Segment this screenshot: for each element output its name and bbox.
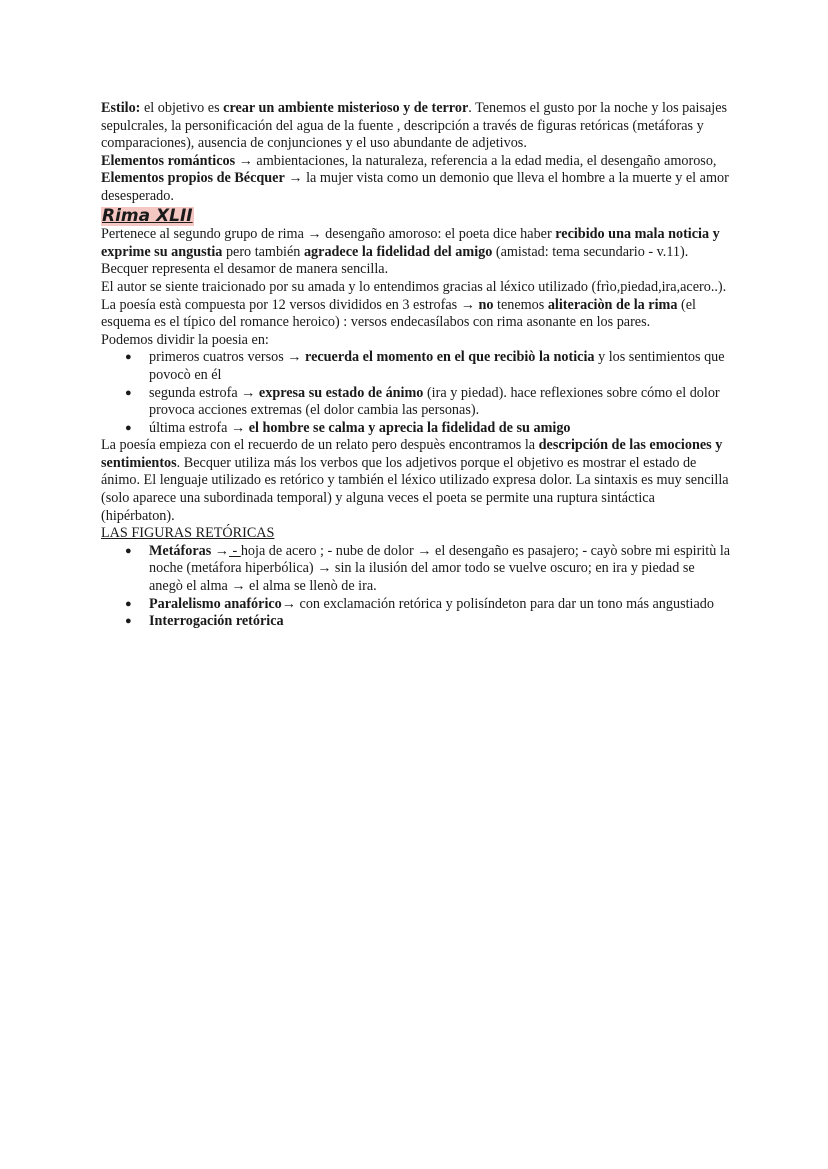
intro-bold-1: recibido una mala noticia y exprime su angustia bbox=[101, 226, 720, 260]
paralelismo-label: Paralelismo anafórico bbox=[149, 595, 282, 612]
list-item bbox=[149, 613, 731, 631]
intro-text-2: pero también bbox=[222, 243, 304, 260]
estilo-text-2: . Tenemos el gusto por la noche y los paisajes sepulcrales, la personificación del agua de la fuente , descripción a través de figuras retóricas (metáforas y comparaciones), ausencia de conjunciones y el uso abundante de adjetivos. bbox=[101, 100, 728, 152]
metaforas-arrow: → bbox=[211, 542, 229, 559]
compuesta-text-2: tenemos bbox=[493, 296, 548, 313]
becquer-text: → la mujer vista como un demonio que lleva el hombre a la muerte y el amor desesperado. bbox=[101, 170, 729, 204]
compuesta-paragraph bbox=[101, 297, 731, 332]
dividir-paragraph: Podemos dividir la poesia en: bbox=[101, 331, 269, 348]
figuras-list bbox=[101, 543, 731, 631]
parte-bold: recuerda el momento en el que recibiò la noticia bbox=[305, 349, 595, 366]
metaforas-text: hoja de acero ; - nube de dolor → el desengaño es pasajero; - cayò sobre mi espiritù la noche (metáfora hiperbólica) → sin la ilusión del amor todo se vuelve oscuro; en ira y piedad se anegò el alma → el alma se llenò de ira. bbox=[149, 542, 731, 595]
list-item bbox=[149, 385, 731, 420]
figuras-title: LAS FIGURAS RETÓRICAS bbox=[101, 525, 275, 542]
intro-paragraph bbox=[101, 226, 731, 279]
estilo-text-1: el objetivo es bbox=[140, 100, 224, 116]
autor-paragraph: El autor se siente traicionado por su amada y lo entendimos gracias al léxico utilizado (frìo,piedad,ira,acero..). bbox=[101, 278, 727, 295]
romanticos-label: Elementos románticos bbox=[101, 152, 236, 169]
intro-text-3: (amistad: tema secundario - v.11). Becquer representa el desamor de manera sencilla. bbox=[101, 243, 689, 278]
compuesta-bold-1: no bbox=[478, 296, 494, 313]
parte-text-1: segunda estrofa → bbox=[149, 384, 259, 401]
compuesta-bold-2: aliteraciòn de la rima bbox=[547, 296, 678, 313]
estilo-bold-1: crear un ambiente misterioso y de terror bbox=[223, 100, 469, 116]
metaforas-dash: - bbox=[228, 542, 241, 559]
parte-text-2: y los sentimientos que povocò en él bbox=[149, 349, 725, 383]
parte-bold: expresa su estado de ánimo bbox=[258, 384, 424, 401]
becquer-label: Elementos propios de Bécquer bbox=[101, 170, 285, 187]
estilo-paragraph bbox=[101, 100, 731, 153]
rima-heading: Rima XLII bbox=[102, 205, 193, 226]
empieza-paragraph bbox=[101, 437, 731, 525]
parte-text-1: primeros cuatros versos → bbox=[149, 349, 306, 366]
parte-bold: el hombre se calma y aprecia la fidelidad de su amigo bbox=[248, 419, 571, 436]
intro-bold-2: agradece la fidelidad del amigo bbox=[303, 243, 493, 260]
interrogacion-label: Interrogación retórica bbox=[149, 613, 284, 630]
romanticos-text: → ambientaciones, la naturaleza, referencia a la edad media, el desengaño amoroso, bbox=[235, 152, 717, 169]
romanticos-paragraph bbox=[101, 153, 731, 171]
paralelismo-text: → con exclamación retórica y polisíndeton para dar un tono más angustiado bbox=[281, 595, 714, 612]
empieza-text-2: . Becquer utiliza más los verbos que los adjetivos porque el objetivo es mostrar el estado de ánimo. El lenguaje utilizado es retórico y también el léxico utilizado expresa dolor. La sintaxis es muy sencilla (solo aparece una subordinada temporal) y alguna veces el poeta se permite una ruptura sintáctica (hipérbaton). bbox=[101, 454, 729, 524]
empieza-bold-1: descripción de las emociones y sentimientos bbox=[101, 437, 723, 471]
list-item bbox=[149, 420, 731, 438]
compuesta-text-3: (el esquema es el típico del romance heroico) : versos endecasílabos con rima asonante en los pares. bbox=[101, 296, 696, 331]
list-item bbox=[149, 596, 731, 614]
metaforas-label: Metáforas bbox=[149, 542, 212, 559]
document-body bbox=[101, 100, 731, 631]
list-item bbox=[149, 543, 731, 596]
partes-list bbox=[101, 349, 731, 437]
parte-text-2: (ira y piedad). hace reflexiones sobre cómo el dolor provoca acciones extremas (el dolor cambia las personas). bbox=[149, 384, 720, 419]
intro-text-1: Pertenece al segundo grupo de rima → desengaño amoroso: el poeta dice haber bbox=[101, 226, 556, 243]
parte-text-1: última estrofa → bbox=[149, 419, 249, 436]
empieza-text-1: La poesía empieza con el recuerdo de un relato pero despuès encontramos la bbox=[101, 437, 539, 454]
list-item bbox=[149, 349, 731, 384]
estilo-label: Estilo: bbox=[101, 100, 141, 116]
compuesta-text-1: La poesía està compuesta por 12 versos divididos en 3 estrofas → bbox=[101, 296, 479, 313]
becquer-paragraph bbox=[101, 170, 731, 205]
